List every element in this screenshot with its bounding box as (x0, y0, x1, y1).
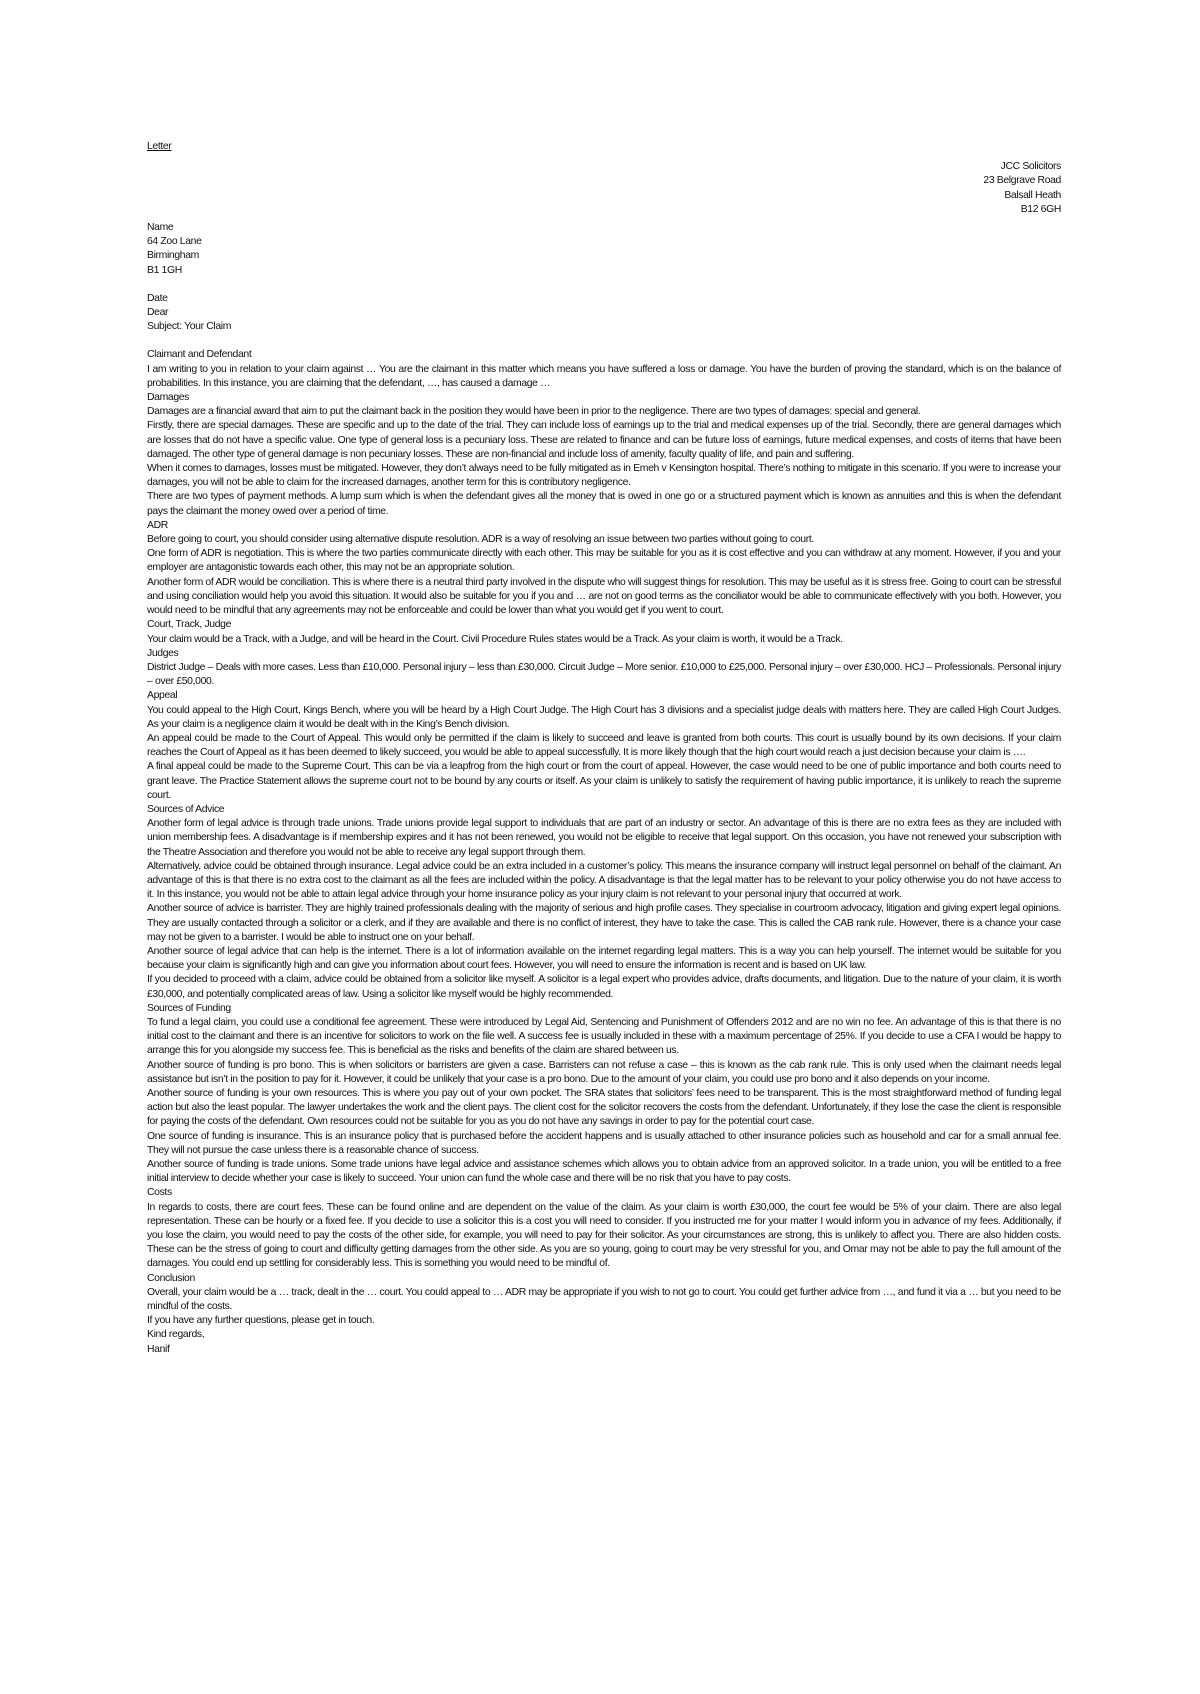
section-heading: Sources of Advice (147, 803, 225, 815)
letter-section (147, 1272, 1061, 1329)
section-paragraph: If you have any further questions, please get in touch. (147, 1315, 375, 1327)
section-heading: Claimant and Defendant (147, 349, 252, 361)
recipient-line: Birmingham (147, 250, 199, 262)
section-paragraph: To fund a legal claim, you could use a conditional fee agreement. These were introduced by Legal Aid, Sentencing and Punishment of Offenders 2012 and are no win no fee. An advantage of this is that there is no initial cost to the claimant and there is an incentive for solicitors to work on the file well. A success fee is usually included in these with a maximum percentage of 25%. If you decide to use a CFA I would be happy to arrange this for you alongside my success fee. This is beneficial as the risks and benefits of the claim are shared between us. (147, 1016, 1061, 1057)
section-paragraph: Firstly, there are special damages. These are specific and up to the date of the trial. They can include loss of earnings up to the trial and medical expenses up of the trial. Secondly, there are general damages which are losses that do not have a specific value. One type of general loss is a pecuniary loss. These are related to finance and can be future loss of earnings, future medical expenses, and costs of items that have been damaged. The other type of general damage is non pecuniary losses. These are non-financial and include loss of amenity, faculty quality of life, and pain and suffering. (147, 420, 1061, 460)
letter-section (147, 391, 1061, 519)
section-paragraph: Another source of funding is your own resources. This is where you pay out of your own pocket. The SRA states that solicitors’ fees need to be transparent. This is the most straightforward method of funding legal action but also the least popular. The lawyer undertakes the work and the client pays. The client cost for the solicitor recovers the costs from the defendant. Unfortunately, if they lose the case the client is responsible for paying the costs of the defendant. Own resources could not be suitable for you as you do not have any savings in order to pay for the potential court case. (147, 1088, 1061, 1128)
sender-line: Balsall Heath (1004, 189, 1061, 201)
recipient-line: Name (147, 222, 174, 234)
subject-line: Subject: Your Claim (147, 321, 232, 333)
letter-section (147, 647, 1061, 690)
section-heading: Sources of Funding (147, 1002, 231, 1014)
section-heading: Damages (147, 392, 190, 404)
section-paragraph: Another form of ADR would be conciliation. This is where there is a neutral third party involved in the dispute who will suggest things for resolution. This may be useful as it is stress free. Going to court can be stressful and using conciliation would help you avoid this situation. It would also be suitable for you if you and … are not on good terms as the conciliator would be able to communicate effectively with you both. However, you would need to be mindful that any agreements may not be enforceable and could be lower than what you would get if you went to court. (147, 576, 1061, 617)
section-paragraph: Another source of advice is barrister. They are highly trained professionals dealing with the majority of serious and high profile cases. They specialise in courtroom advocacy, litigation and giving expert legal opinions. They are usually contacted through a solicitor or a clerk, and if they are available and there is no conflict of interest, they have to take the case. This is called the CAB rank rule. However, there is a chance your case may not be given to a barrister. I would be able to instruct one on your behalf. (147, 903, 1061, 943)
document-title: Letter (147, 141, 172, 152)
section-paragraph: One form of ADR is negotiation. This is where the two parties communicate directly with each other. This may be suitable for you as it is cost effective and you can withdraw at any moment. However, if you and your employer are antagonistic towards each other, this may not be an appropriate solution. (147, 548, 1061, 574)
recipient-line: 64 Zoo Lane (147, 236, 202, 248)
letter-section (147, 689, 1061, 803)
section-paragraph: A final appeal could be made to the Supreme Court. This can be via a leapfrog from the high court or from the court of appeal. However, the case would need to be one of public importance and both courts need to grant leave. The Practice Statement allows the supreme court not to be bound by any courts or itself. As your claim is unlikely to satisfy the requirement of having public importance, it is unlikely to reach the supreme court. (147, 761, 1061, 801)
section-paragraph: There are two types of payment methods. A lump sum which is when the defendant gives all the money that is owed in one go or a structured payment which is known as annuities and this is when the defendant pays the claimant the money owed over a period of time. (147, 491, 1061, 517)
section-paragraph: Another form of legal advice is through trade unions. Trade unions provide legal support to individuals that are part of an industry or sector. An advantage of this is there are no extra fees as they are included with union membership fees. A disadvantage is if membership expires and it has not been renewed, you would not be eligible to receive that legal support. On this occasion, you have not renewed your subscription with the Theatre Association and therefore you would not be able to receive any legal support through them. (147, 818, 1061, 858)
section-heading: Appeal (147, 690, 178, 702)
sender-line: B12 6GH (1020, 203, 1061, 215)
letter-document (147, 140, 1061, 1357)
section-paragraph: Alternatively, advice could be obtained through insurance. Legal advice could be an extra included in a customer’s policy. This means the insurance company will instruct legal personnel on behalf of the claimant. An advantage of this is that there is no extra cost to the claimant as all the fees are included within the policy. A disadvantage is that the legal matter has to be relevant to your policy otherwise you do not have access to it. In this instance, you would not be able to attain legal advice through your home insurance policy as your injury claim is not relevant to your personal injury that occurred at work. (147, 860, 1061, 901)
section-paragraph: You could appeal to the High Court, Kings Bench, where you will be heard by a High Court Judge. The High Court has 3 divisions and a specialist judge deals with matters here. They are called High Court Judges. As your claim is a negligence claim it would be dealt with in the King’s Bench division. (147, 704, 1061, 730)
letter-section (147, 618, 1061, 646)
salutation: Dear (147, 307, 169, 319)
section-paragraph: If you decided to proceed with a claim, advice could be obtained from a solicitor like myself. A solicitor is a legal expert who provides advice, drafts documents, and litigation. Due to the nature of your claim, it is worth £30,000, and potentially complicated areas of law. Using a solicitor like myself would be highly recommended. (147, 974, 1061, 1000)
letter-section (147, 1002, 1061, 1187)
letter-section (147, 1186, 1061, 1271)
sender-line: JCC Solicitors (1000, 161, 1061, 173)
letter-date: Date (147, 292, 168, 304)
sender-address (147, 160, 1061, 217)
letter-section (147, 803, 1061, 1002)
section-paragraph: When it comes to damages, losses must be mitigated. However, they don’t always need to be fully mitigated as in Emeh v Kensington hospital. There’s nothing to mitigate in this scenario. If you were to increase your damages, you will not be able to claim for the increased damages, another term for this is contributory negligence. (147, 463, 1061, 489)
section-paragraph: One source of funding is insurance. This is an insurance policy that is purchased before the accident happens and is usually attached to other insurance policies such as household and car for a small annual fee. They will not pursue the case unless there is a reasonable chance of success. (147, 1130, 1061, 1156)
signature-name: Hanif (147, 1343, 170, 1355)
section-paragraph: Another source of legal advice that can help is the internet. There is a lot of information available on the internet regarding legal matters. This is a way you can help yourself. The internet would be suitable for you because your claim is significantly high and can give you information about court fees. However, you will need to ensure the information is recent and is based on UK law. (147, 945, 1061, 972)
section-heading: Conclusion (147, 1272, 195, 1284)
section-paragraph: Before going to court, you should consider using alternative dispute resolution. ADR is a way of resolving an issue between two parties without going to court. (147, 534, 814, 546)
section-heading: Judges (147, 647, 179, 659)
section-paragraph: Your claim would be a Track, with a Judge, and will be heard in the Court. Civil Procedure Rules states would be a Track. As your claim is worth, it would be a Track. (147, 633, 843, 645)
section-heading: ADR (147, 519, 168, 531)
recipient-line: B1 1GH (147, 264, 182, 276)
section-paragraph: Damages are a financial award that aim to put the claimant back in the position they would have been in prior to the negligence. There are two types of damages: special and general. (147, 406, 921, 418)
recipient-address (147, 221, 1061, 278)
section-paragraph: An appeal could be made to the Court of Appeal. This would only be permitted if the claim is likely to succeed and leave is granted from both courts. This court is usually bound by its own decisions. If your claim reaches the Court of Appeal as it has been deemed to likely succeed, you would be able to appeal successfully. It is more likely though that the high court would reach a just decision because your claim is …. (147, 732, 1061, 759)
section-paragraph: District Judge – Deals with more cases. Less than £10,000. Personal injury – less than £30,000. Circuit Judge – More senior. £10,000 to £25,000. Personal injury – over £30,000. HCJ – Professionals. Personal injury – over £50,000. (147, 661, 1061, 688)
date-block (147, 292, 1061, 335)
section-paragraph: Another source of funding is trade unions. Some trade unions have legal advice and assistance schemes which allows you to obtain advice from an approved solicitor. In a trade union, you will be entitled to a free initial interview to decide whether your case is likely to succeed. Your union can fund the whole case and there will be no risk that you have to pay costs. (147, 1159, 1061, 1185)
signoff: Kind regards, (147, 1329, 205, 1341)
closing-block (147, 1328, 1061, 1356)
section-paragraph: Overall, your claim would be a … track, dealt in the … court. You could appeal to … ADR may be appropriate if you wish to not go to court. You could get further advice from …, and fund it via a … but you need to be mindful of the costs. (147, 1286, 1061, 1313)
letter-section (147, 348, 1061, 391)
section-paragraph: I am writing to you in relation to your claim against … You are the claimant in this matter which means you have suffered a loss or damage. You have the burden of proving the standard, which is on the balance of probabilities. In this instance, you are claiming that the defendant, …, has caused a damage … (147, 363, 1061, 389)
letter-section (147, 519, 1061, 618)
section-heading: Costs (147, 1187, 172, 1199)
letter-body (147, 348, 1061, 1328)
section-heading: Court, Track, Judge (147, 619, 232, 631)
section-paragraph: In regards to costs, there are court fees. These can be found online and are dependent on the value of the claim. As your claim is worth £30,000, the court fee would be 5% of your claim. There are also legal representation. These can be hourly or a fixed fee. If you decide to use a solicitor this is a cost you will need to consider. If you instructed me for your matter I would inform you in advance of my fees. Additionally, if you lose the claim, you would need to pay the costs of the other side, for example, you will need to pay for their solicitor. As your circumstances are strong, this is unlikely to affect you. There are also hidden costs. These can be the stress of going to court and difficulty getting damages from the other side. As you are so young, going to court may be very stressful for you, and Omar may not be able to pay the full amount of the damages. You could end up settling for considerably less. This is something you would need to be mindful of. (147, 1201, 1061, 1270)
sender-line: 23 Belgrave Road (983, 175, 1061, 187)
section-paragraph: Another source of funding is pro bono. This is when solicitors or barristers are given a case. Barristers can not refuse a case – this is known as the cab rank rule. This is only used when the claimant needs legal assistance but isn’t in the position to pay for it. However, it could be unlikely that your case is a pro bono. Due to the amount of your claim, you could use pro bono and it also depends on your income. (147, 1059, 1061, 1085)
